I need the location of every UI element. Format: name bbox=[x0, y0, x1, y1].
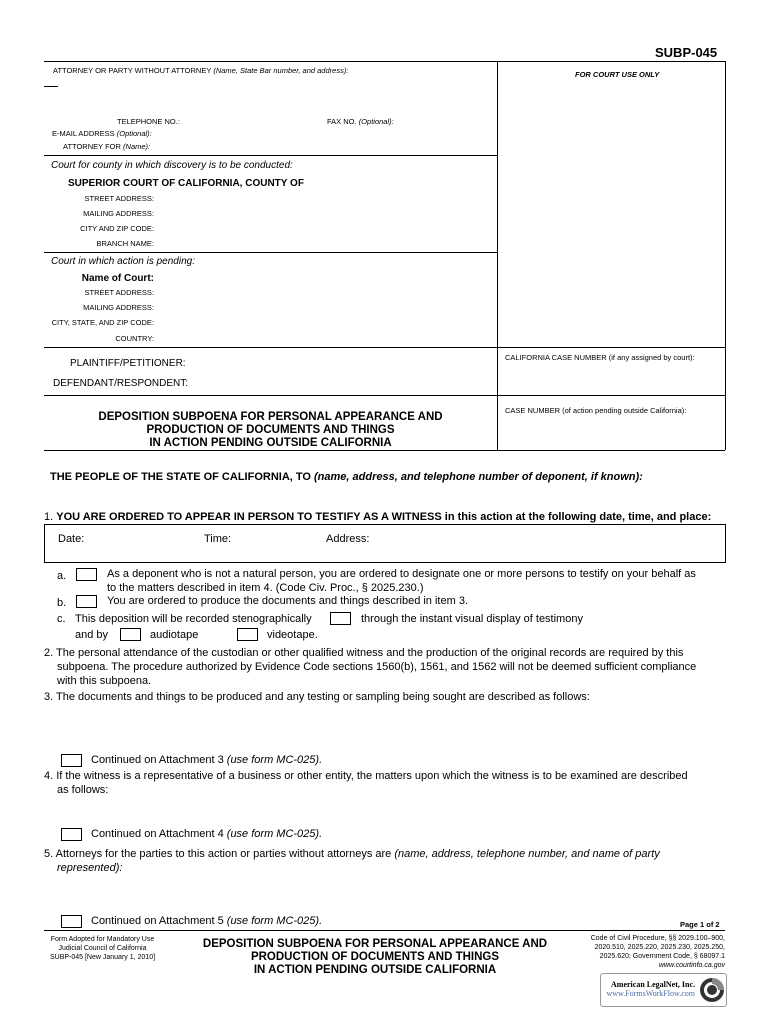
top-border bbox=[44, 61, 725, 62]
discovery-branch-label: BRANCH NAME: bbox=[96, 239, 154, 248]
code-references: Code of Civil Procedure, §§ 2029.100–900, 2020.510, 2025.220, 2025.230, 2025.250, 2025.620; Government Code, § 68097.1 www.courtinfo.ca.gov bbox=[590, 935, 725, 969]
date-label: Date: bbox=[58, 533, 85, 545]
item1b-checkbox[interactable] bbox=[76, 595, 97, 608]
item3-continued-label: Continued on Attachment 3 (use form MC-025). bbox=[91, 754, 323, 766]
telephone-label: TELEPHONE NO.: bbox=[117, 117, 180, 126]
item5-line2: represented): bbox=[57, 862, 123, 874]
footer-rule bbox=[44, 930, 725, 931]
discovery-court-top bbox=[44, 155, 497, 156]
ca-case-number-label: CALIFORNIA CASE NUMBER (if any assigned by court): bbox=[505, 353, 695, 362]
time-label: Time: bbox=[204, 533, 232, 545]
court-use-divider bbox=[497, 61, 498, 450]
attorney-for-label: ATTORNEY FOR (Name): bbox=[63, 142, 151, 151]
defendant-label: DEFENDANT/RESPONDENT: bbox=[53, 378, 189, 389]
right-border bbox=[725, 61, 726, 450]
superior-court-name: SUPERIOR COURT OF CALIFORNIA, COUNTY OF bbox=[68, 178, 304, 189]
item1c-text: This deposition will be recorded stenographically bbox=[75, 613, 312, 625]
address-label: Address: bbox=[326, 533, 370, 545]
footer-title: DEPOSITION SUBPOENA FOR PERSONAL APPEARANCE AND PRODUCTION OF DOCUMENTS AND THINGS IN ACTION PENDING OUTSIDE CALIFORNIA bbox=[202, 938, 548, 976]
discovery-mailing-label: MAILING ADDRESS: bbox=[83, 209, 154, 218]
legalnet-logo-icon bbox=[699, 977, 725, 1003]
pending-city-label: CITY, STATE, AND ZIP CODE: bbox=[51, 318, 154, 327]
court-use-label: FOR COURT USE ONLY bbox=[575, 70, 660, 79]
audiotape-checkbox[interactable] bbox=[120, 628, 141, 641]
parties-top bbox=[44, 347, 725, 348]
plaintiff-label: PLAINTIFF/PETITIONER: bbox=[70, 358, 186, 369]
item2-line3: with this subpoena. bbox=[57, 675, 152, 687]
item1a-line1: As a deponent who is not a natural person, you are ordered to designate one or more persons to testify on your behalf as bbox=[107, 568, 696, 580]
item4-line2: as follows: bbox=[57, 784, 109, 796]
discovery-city-label: CITY AND ZIP CODE: bbox=[80, 224, 154, 233]
page-number: Page 1 of 2 bbox=[680, 920, 720, 929]
legalnet-name: American LegalNet, Inc. bbox=[611, 980, 695, 989]
discovery-street-label: STREET ADDRESS: bbox=[84, 194, 154, 203]
case-number-label: CASE NUMBER (of action pending outside California): bbox=[505, 406, 687, 415]
visual-display-label: through the instant visual display of testimony bbox=[361, 613, 583, 625]
videotape-checkbox[interactable] bbox=[237, 628, 258, 641]
visual-display-checkbox[interactable] bbox=[330, 612, 351, 625]
item5-continued-label: Continued on Attachment 5 (use form MC-025). bbox=[91, 915, 323, 927]
item1-text: 1. YOU ARE ORDERED TO APPEAR IN PERSON TO TESTIFY AS A WITNESS in this action at the following date, time, and place: bbox=[44, 511, 712, 523]
pending-court-name-label: Name of Court: bbox=[81, 273, 154, 284]
audiotape-label: audiotape bbox=[150, 629, 199, 641]
item1b-label: b. bbox=[57, 597, 67, 609]
form-title: DEPOSITION SUBPOENA FOR PERSONAL APPEARANCE AND PRODUCTION OF DOCUMENTS AND THINGS IN ACTION PENDING OUTSIDE CALIFORNIA bbox=[98, 411, 443, 449]
videotape-label: videotape. bbox=[267, 629, 318, 641]
title-top bbox=[44, 395, 725, 396]
pending-street-label: STREET ADDRESS: bbox=[84, 288, 154, 297]
title-bottom bbox=[44, 450, 725, 451]
item1a-line2: to the matters described in item 4. (Code Civ. Proc., § 2025.230.) bbox=[107, 582, 424, 594]
email-label: E-MAIL ADDRESS (Optional): bbox=[52, 129, 152, 138]
fax-label: FAX NO. (Optional): bbox=[327, 117, 394, 126]
item1b-text: You are ordered to produce the documents and things described in item 3. bbox=[107, 595, 468, 607]
form-id: SUBP-045 bbox=[655, 45, 718, 60]
pending-court-heading: Court in which action is pending: bbox=[51, 256, 195, 267]
form-adopted: Form Adopted for Mandatory Use Judicial Council of California SUBP-045 [New January 1, 2010] bbox=[49, 936, 156, 961]
item2-line1: 2. The personal attendance of the custodian or other qualified witness and the production of the original records are required by this bbox=[44, 647, 684, 659]
item3-text: 3. The documents and things to be produced and any testing or sampling being sought are described as follows: bbox=[44, 691, 590, 703]
item1c-label: c. bbox=[57, 613, 66, 625]
item3-continued-checkbox[interactable] bbox=[61, 754, 82, 767]
legalnet-badge bbox=[600, 973, 727, 1007]
legalnet-url[interactable]: www.FormsWorkFlow.com bbox=[606, 989, 695, 998]
discovery-court-heading: Court for county in which discovery is to be conducted: bbox=[51, 160, 293, 171]
attorney-label: ATTORNEY OR PARTY WITHOUT ATTORNEY (Name, State Bar number, and address): bbox=[53, 66, 349, 75]
pending-country-label: COUNTRY: bbox=[115, 334, 154, 343]
item5-line1: 5. Attorneys for the parties to this action or parties without attorneys are (name, address, telephone number, and name of party bbox=[44, 848, 660, 860]
item4-continued-label: Continued on Attachment 4 (use form MC-025). bbox=[91, 828, 323, 840]
item1a-checkbox[interactable] bbox=[76, 568, 97, 581]
attorney-input-mark[interactable] bbox=[44, 86, 58, 87]
people-statement: THE PEOPLE OF THE STATE OF CALIFORNIA, TO (name, address, and telephone number of deponent, if known): bbox=[50, 471, 643, 483]
pending-court-top bbox=[44, 252, 497, 253]
item4-line1: 4. If the witness is a representative of a business or other entity, the matters upon which the witness is to be examined are described bbox=[44, 770, 688, 782]
item2-line2: subpoena. The procedure authorized by Evidence Code sections 1560(b), 1561, and 1562 will not be deemed sufficient compliance bbox=[57, 661, 697, 673]
pending-mailing-label: MAILING ADDRESS: bbox=[83, 303, 154, 312]
appearance-box[interactable] bbox=[44, 524, 726, 563]
item5-continued-checkbox[interactable] bbox=[61, 915, 82, 928]
item4-continued-checkbox[interactable] bbox=[61, 828, 82, 841]
item1a-label: a. bbox=[57, 570, 67, 582]
and-by-label: and by bbox=[75, 629, 109, 641]
